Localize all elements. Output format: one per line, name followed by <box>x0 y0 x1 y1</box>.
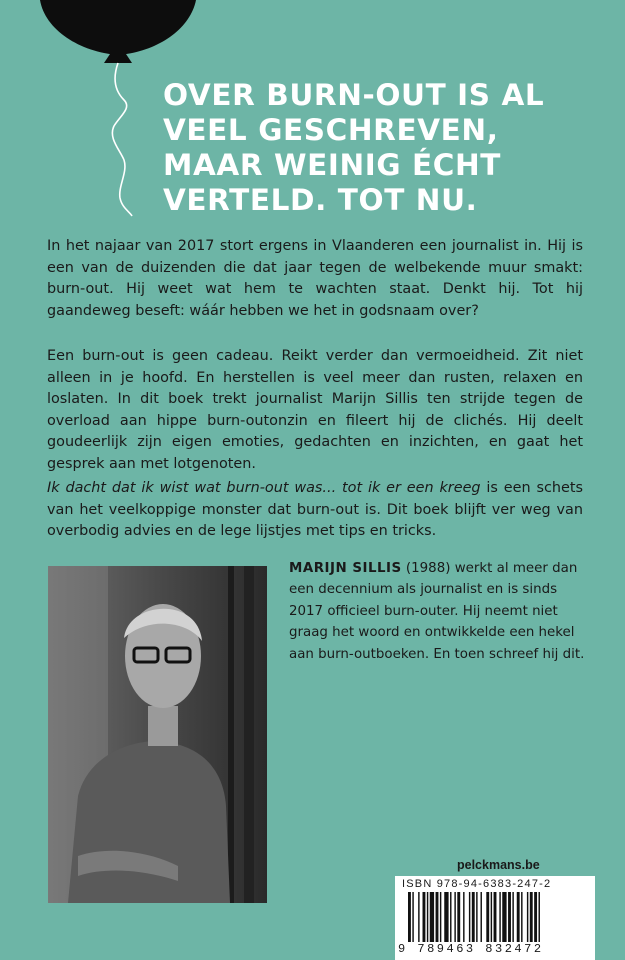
author-photo <box>48 566 267 903</box>
author-bio <box>289 558 585 665</box>
barcode-bar <box>427 892 428 942</box>
blurb-paragraph-3-text: is een schets van het veelkoppige monster dat burn-out is. Dit boek blijft ver weg van overbodig advies en de lege lijstjes met tips en tricks. <box>47 480 583 540</box>
barcode-bar <box>457 892 460 942</box>
book-title: Ik dacht dat ik wist wat burn-out was... tot ik er een kreeg <box>47 480 481 496</box>
isbn-label: ISBN 978-94-6383-247-2 <box>402 878 552 890</box>
author-bio-text: (1988) werkt al meer dan een decennium als journalist en is sinds 2017 officieel burn-outer. Hij neemt niet graag het woord en ontwikkelde een hekel aan burn-outboeken. En toen schreef hij dit. <box>289 561 585 662</box>
blurb-paragraph-3 <box>47 478 583 543</box>
barcode-bar <box>494 892 497 942</box>
barcode-bar <box>508 892 511 942</box>
barcode-bar <box>436 892 439 942</box>
barcode-bar <box>521 892 522 942</box>
barcode-bar <box>512 892 513 942</box>
barcode-bar <box>499 892 500 942</box>
barcode-bar <box>412 892 413 942</box>
barcode-bar <box>486 892 489 942</box>
barcode-bar <box>517 892 520 942</box>
author-name: MARIJN SILLIS <box>289 561 402 576</box>
barcode-bar <box>472 892 475 942</box>
headline-line: OVER BURN-OUT IS AL <box>163 78 545 112</box>
blurb-paragraph-1: In het najaar van 2017 stort ergens in Vlaanderen een journalist in. Hij is een van de duizenden die dat jaar tegen de welbekende muur smakt: burn-out. Hij weet wat hem te wachten staat. Denkt hij. Tot hij gaandeweg beseft: wáár hebben we het in godsnaam over? <box>47 238 583 319</box>
blurb-paragraph-2: Een burn-out is geen cadeau. Reikt verder dan vermoeidheid. Zit niet alleen in je hoofd. En herstellen is veel meer dan rusten, relaxen en loslaten. In dit boek trekt journalist Marijn Sillis ten strijde tegen de overload aan hippe burn-outonzin en fileert hij de clichés. Hij deelt goudeerlijk zijn eigen emoties, gedachten en inzichten, en gaat het gesprek aan met lotgenoten. <box>47 348 583 472</box>
headline-line: MAAR WEINIG ÉCHT <box>163 148 502 182</box>
barcode <box>408 892 588 942</box>
barcode-bar <box>491 892 492 942</box>
barcode-bar <box>408 892 411 942</box>
headline-line: VERTELD. TOT NU. <box>163 183 478 217</box>
barcode-bar <box>539 892 540 942</box>
barcode-bar <box>423 892 426 942</box>
barcode-bar <box>450 892 451 942</box>
barcode-bar <box>527 892 528 942</box>
isbn-digits: 9 789463 832472 <box>398 942 544 956</box>
barcode-bar <box>469 892 470 942</box>
barcode-bar <box>430 892 434 942</box>
barcode-bar <box>530 892 533 942</box>
headline <box>163 78 603 218</box>
barcode-bar <box>534 892 537 942</box>
barcode-bar <box>476 892 477 942</box>
barcode-bar <box>444 892 448 942</box>
barcode-bar <box>418 892 419 942</box>
barcode-bar <box>440 892 441 942</box>
barcode-bar <box>481 892 482 942</box>
barcode-bar <box>463 892 464 942</box>
publisher-url: pelckmans.be <box>457 858 540 872</box>
headline-line: VEEL GESCHREVEN, <box>163 113 499 147</box>
barcode-bar <box>454 892 455 942</box>
barcode-bar <box>502 892 506 942</box>
